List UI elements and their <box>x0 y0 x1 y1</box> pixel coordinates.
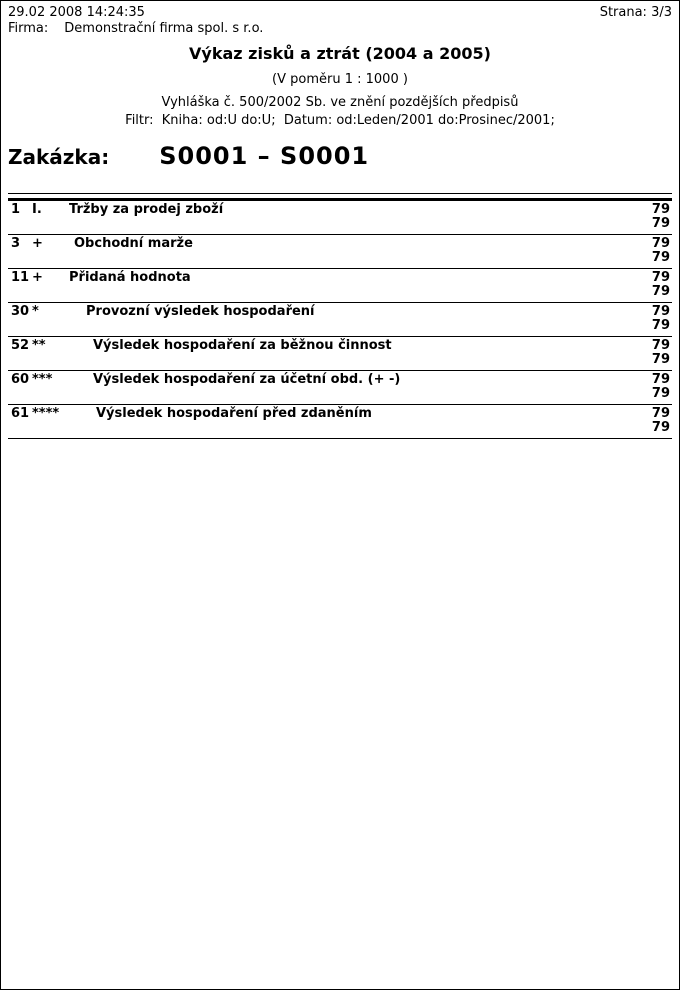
row-number: 3 <box>11 236 21 251</box>
report-table <box>8 193 672 439</box>
row-value-1: 79 <box>651 270 670 285</box>
order-line <box>8 142 672 172</box>
row-value-1: 79 <box>651 304 670 319</box>
row-value-2: 79 <box>651 318 670 333</box>
row-label: Provozní výsledek hospodaření <box>86 304 315 319</box>
row-number: 30 <box>11 304 30 319</box>
row-value-2: 79 <box>651 352 670 367</box>
row-value-2: 79 <box>651 420 670 435</box>
row-value-2: 79 <box>651 250 670 265</box>
report-datetime: 29.02 2008 14:24:35 <box>8 5 145 20</box>
row-symbol: **** <box>32 406 60 421</box>
row-label: Přidaná hodnota <box>69 270 191 285</box>
row-number: 1 <box>11 202 21 217</box>
row-label: Výsledek hospodaření za běžnou činnost <box>93 338 392 353</box>
order-value: S0001 – S0001 <box>159 142 370 170</box>
row-symbol: ** <box>32 338 46 353</box>
filter-line: Filtr: Kniha: od:U do:U; Datum: od:Leden/2001 do:Prosinec/2001; <box>125 113 555 128</box>
row-label: Obchodní marže <box>74 236 193 251</box>
row-number: 60 <box>11 372 30 387</box>
row-value-2: 79 <box>651 386 670 401</box>
table-row <box>8 235 672 269</box>
table-row <box>8 201 672 235</box>
row-value-1: 79 <box>651 338 670 353</box>
table-row <box>8 337 672 371</box>
report-header-line1 <box>8 5 672 21</box>
row-symbol: + <box>32 236 43 251</box>
report-title: Výkaz zisků a ztrát (2004 a 2005) <box>189 44 491 63</box>
order-label: Zakázka: <box>8 145 110 169</box>
ratio-note: (V poměru 1 : 1000 ) <box>272 72 408 87</box>
table-top-rule-thin <box>8 193 672 194</box>
row-label: Výsledek hospodaření před zdaněním <box>96 406 372 421</box>
report-header-line2 <box>8 21 672 37</box>
table-row <box>8 371 672 405</box>
row-number: 11 <box>11 270 30 285</box>
row-label: Výsledek hospodaření za účetní obd. (+ -) <box>93 372 401 387</box>
table-row <box>8 269 672 303</box>
regulation-note: Vyhláška č. 500/2002 Sb. ve znění pozdějších předpisů <box>161 95 519 110</box>
table-row <box>8 405 672 439</box>
page-number: Strana: 3/3 <box>599 5 672 20</box>
row-symbol: I. <box>32 202 42 217</box>
company-name: Demonstrační firma spol. s r.o. <box>64 21 264 36</box>
row-value-2: 79 <box>651 216 670 231</box>
row-symbol: * <box>32 304 39 319</box>
row-value-2: 79 <box>651 284 670 299</box>
row-value-1: 79 <box>651 372 670 387</box>
row-value-1: 79 <box>651 236 670 251</box>
row-symbol: *** <box>32 372 53 387</box>
row-value-1: 79 <box>651 406 670 421</box>
company-label: Firma: <box>8 21 49 36</box>
row-number: 52 <box>11 338 30 353</box>
row-label: Tržby za prodej zboží <box>69 202 224 217</box>
row-value-1: 79 <box>651 202 670 217</box>
row-number: 61 <box>11 406 30 421</box>
table-row <box>8 303 672 337</box>
row-symbol: + <box>32 270 43 285</box>
